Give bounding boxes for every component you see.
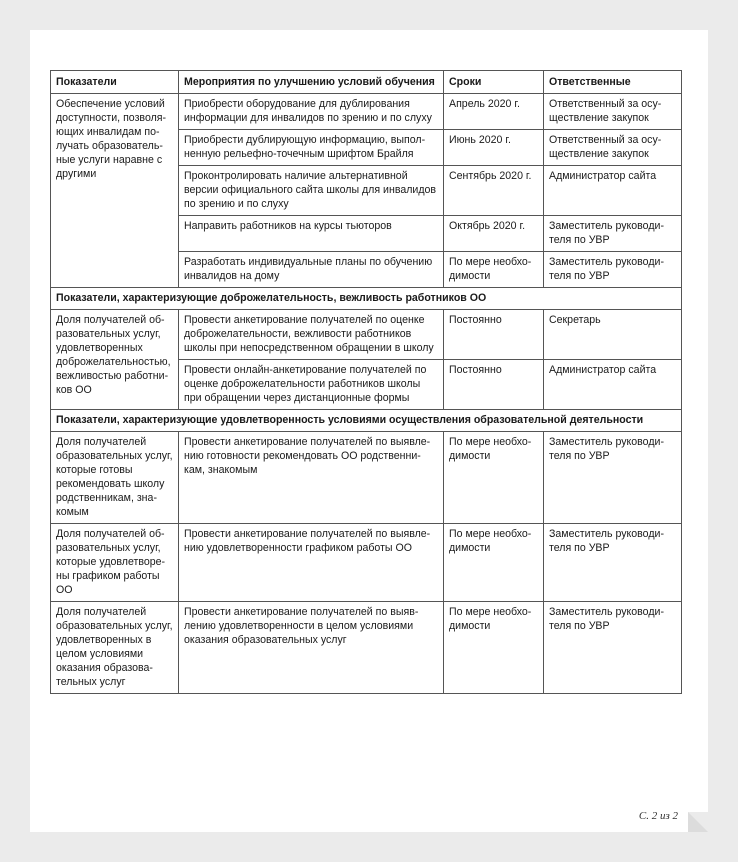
action-cell: Провести онлайн-анкетирование получателей по оценке доброжелательности работников школы при обращении через дистанционные формы bbox=[179, 360, 444, 410]
responsible-cell: Заместитель руководителя по УВР bbox=[544, 252, 682, 288]
responsible-cell: Администратор сайта bbox=[544, 360, 682, 410]
responsible-cell: Администратор сайта bbox=[544, 166, 682, 216]
section-title: Показатели, характеризующие удовлетворенность условиями осуществления образовательной деятельности bbox=[51, 410, 682, 432]
term-cell: Постоянно bbox=[444, 360, 544, 410]
page-number: С. 2 из 2 bbox=[638, 810, 678, 822]
header-actions: Мероприятия по улучшению условий обучения bbox=[179, 71, 444, 94]
indicator-cell: Обеспечение условий доступности, позволяющих инвалидам получать образовательные услуги наравне с другими bbox=[51, 94, 179, 288]
document-page bbox=[30, 30, 708, 832]
action-cell: Провести анкетирование получателей по выявлению удовлетворенности в целом условиями оказания образовательных услуг bbox=[179, 602, 444, 694]
table-row bbox=[51, 310, 682, 360]
table-row bbox=[51, 432, 682, 524]
responsible-cell: Секретарь bbox=[544, 310, 682, 360]
term-cell: Октябрь 2020 г. bbox=[444, 216, 544, 252]
term-cell: По мере необходимости bbox=[444, 252, 544, 288]
action-cell: Проконтролировать наличие альтернативной версии официального сайта школы для инвалидов по зрению и по слуху bbox=[179, 166, 444, 216]
section-title: Показатели, характеризующие доброжелательность, вежливость работников ОО bbox=[51, 288, 682, 310]
action-cell: Приобрести оборудование для дублирования информации для инвалидов по зрению и по слуху bbox=[179, 94, 444, 130]
term-cell: Апрель 2020 г. bbox=[444, 94, 544, 130]
page-corner-fold bbox=[688, 812, 708, 832]
responsible-cell: Ответственный за осуществление закупок bbox=[544, 130, 682, 166]
action-cell: Направить работников на курсы тьюторов bbox=[179, 216, 444, 252]
table-header-row bbox=[51, 71, 682, 94]
header-indicators: Показатели bbox=[51, 71, 179, 94]
indicator-cell: Доля получателей образовательных услуг, которые удовлетворены графиком работы ОО bbox=[51, 524, 179, 602]
term-cell: Июнь 2020 г. bbox=[444, 130, 544, 166]
term-cell: По мере необходимости bbox=[444, 432, 544, 524]
action-cell: Приобрести дублирующую информацию, выполненную рельефно-точечным шрифтом Брайля bbox=[179, 130, 444, 166]
term-cell: По мере необходимости bbox=[444, 524, 544, 602]
table-row bbox=[51, 94, 682, 130]
action-cell: Провести анкетирование получателей по выявлению готовности рекомендовать ОО родственникам, знакомым bbox=[179, 432, 444, 524]
indicator-cell: Доля получателей образовательных услуг, которые готовы рекомендовать школу родственникам, знакомым bbox=[51, 432, 179, 524]
improvement-plan-table bbox=[50, 70, 682, 694]
action-cell: Провести анкетирование получателей по выявлению удовлетворенности графиком работы ОО bbox=[179, 524, 444, 602]
table-row bbox=[51, 524, 682, 602]
section-row bbox=[51, 288, 682, 310]
term-cell: По мере необходимости bbox=[444, 602, 544, 694]
term-cell: Сентябрь 2020 г. bbox=[444, 166, 544, 216]
responsible-cell: Заместитель руководителя по УВР bbox=[544, 216, 682, 252]
responsible-cell: Заместитель руководителя по УВР bbox=[544, 432, 682, 524]
section-row bbox=[51, 410, 682, 432]
indicator-cell: Доля получателей образовательных услуг, удовлетворенных доброжелательностью, вежливостью работников ОО bbox=[51, 310, 179, 410]
responsible-cell: Заместитель руководителя по УВР bbox=[544, 602, 682, 694]
action-cell: Разработать индивидуальные планы по обучению инвалидов на дому bbox=[179, 252, 444, 288]
table-row bbox=[51, 602, 682, 694]
responsible-cell: Ответственный за осуществление закупок bbox=[544, 94, 682, 130]
action-cell: Провести анкетирование получателей по оценке доброжелательности, вежливости работников школы при непосредственном обращении в школу bbox=[179, 310, 444, 360]
responsible-cell: Заместитель руководителя по УВР bbox=[544, 524, 682, 602]
term-cell: Постоянно bbox=[444, 310, 544, 360]
indicator-cell: Доля получателей образовательных услуг, удовлетворенных в целом условиями оказания образовательных услуг bbox=[51, 602, 179, 694]
header-terms: Сроки bbox=[444, 71, 544, 94]
header-responsible: Ответственные bbox=[544, 71, 682, 94]
